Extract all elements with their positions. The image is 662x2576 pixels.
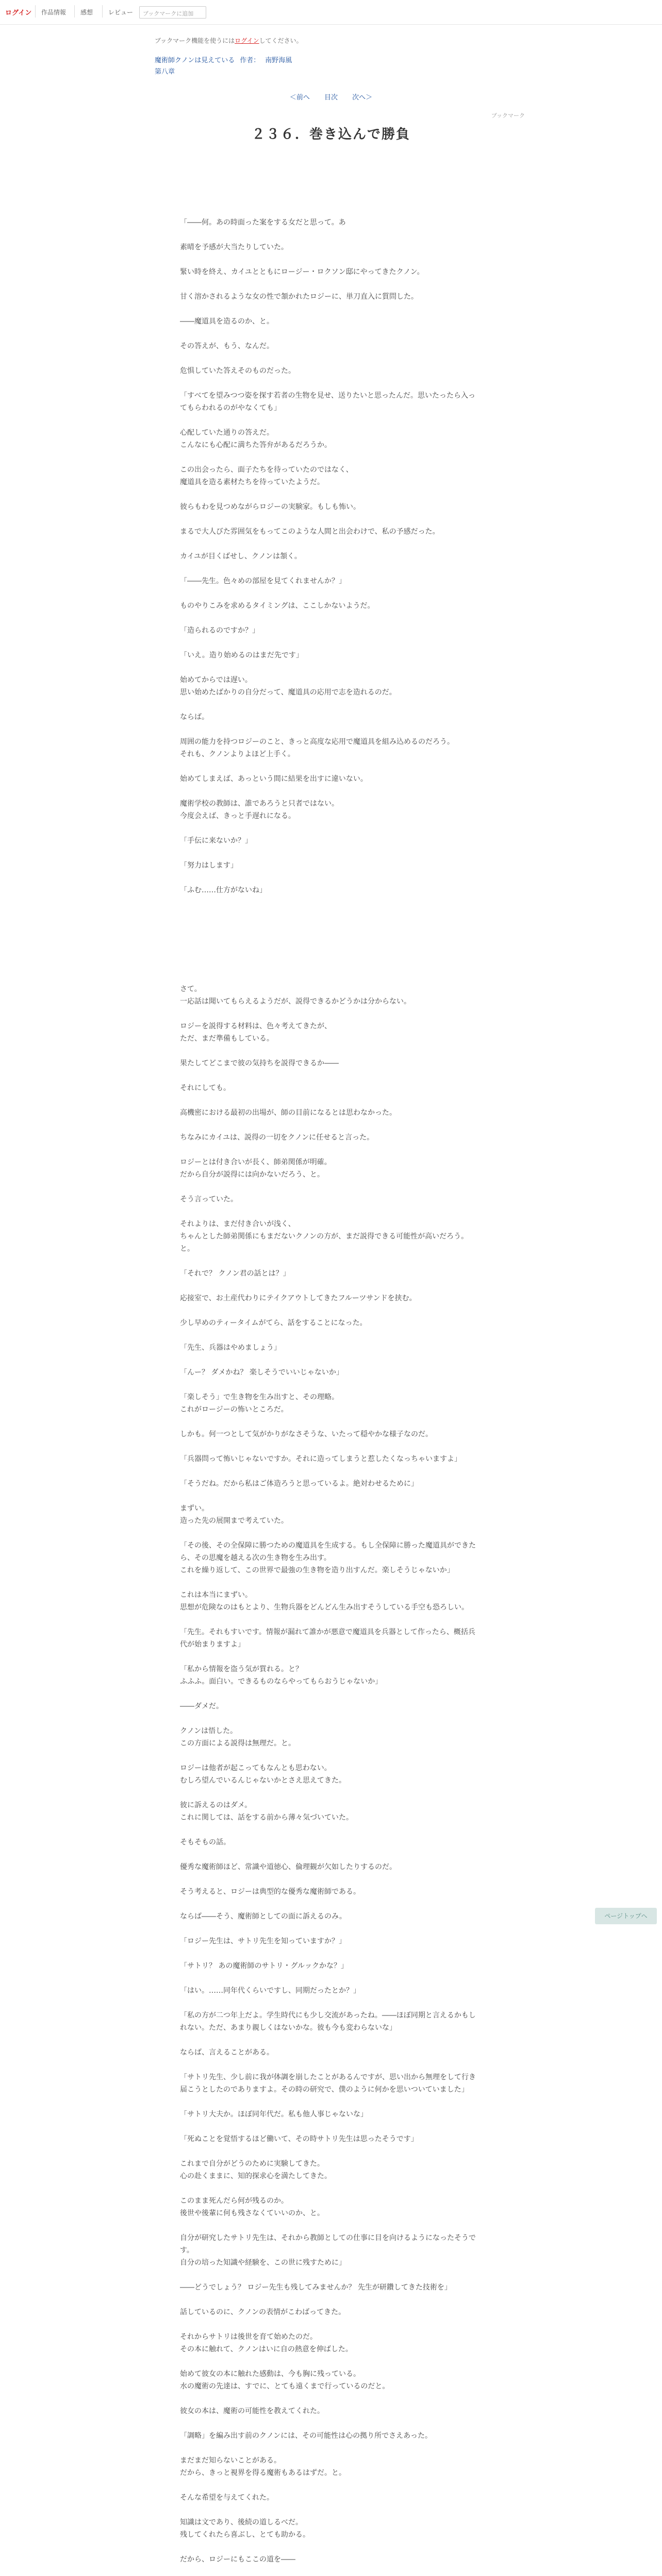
body-paragraph: 「造られるのですか？」 xyxy=(180,626,259,635)
body-paragraph: ロジーを説得する材料は、色々考えてきたが、 xyxy=(180,1022,332,1030)
body-paragraph: 心配していた通りの答えだ。 xyxy=(180,429,274,437)
bookmark-label[interactable]: ブックマーク xyxy=(491,112,525,119)
body-paragraph: 「んー？ ダメかね？ 楽しそうでいいじゃないか」 xyxy=(180,1368,343,1377)
body-paragraph: 「私から情報を盗う気が質れる。と？ xyxy=(180,1665,303,1673)
body-paragraph: それにしても。 xyxy=(180,1084,230,1092)
notice-text-before: ブックマーク機能を使うには xyxy=(155,37,235,44)
body-paragraph xyxy=(180,1947,479,1960)
body-paragraph xyxy=(180,1045,479,1057)
body-paragraph: 「調略」を編み出す前のクノンには、その可能性は心の拠り所でさえあった。 xyxy=(180,2432,433,2440)
notice-login-link[interactable]: ログイン xyxy=(235,37,259,44)
body-paragraph: 造った先の展開まで考えていた。 xyxy=(180,1517,288,1525)
body-paragraph: 危惧していた答えそのものだった。 xyxy=(180,367,295,375)
body-paragraph: 今度会えば、きっと手遅れになる。 xyxy=(180,812,295,820)
body-paragraph xyxy=(180,451,479,464)
body-paragraph xyxy=(180,1354,479,1366)
body-paragraph xyxy=(180,1465,479,1478)
body-paragraph xyxy=(180,971,479,983)
body-paragraph: 話しているのに、クノンの表情がこわばってきた。 xyxy=(180,2308,346,2316)
body-paragraph: これは本当にまずい。 xyxy=(180,1591,252,1599)
body-paragraph: 「兵器問って怖いじゃないですか。それに造ってしまうと惹したくなっちゃいますよ」 xyxy=(180,1455,461,1463)
body-paragraph: 「先生、兵器はやめましょう」 xyxy=(180,1344,281,1352)
body-paragraph: 水の魔術の先達は、すでに、とても遠くまで行っているのだと。 xyxy=(180,2382,390,2391)
body-paragraph: 自分が研究したサトリ先生は、それから教師としての仕事に目を向けるようになったそうです。 xyxy=(180,2234,476,2255)
body-paragraph: 「手伝に来ないか？」 xyxy=(180,837,252,845)
page-top-button[interactable]: ページトップへ xyxy=(595,1908,657,1924)
body-paragraph xyxy=(180,1181,479,1193)
body-paragraph: これまで自分がどうのために実験してきた。 xyxy=(180,2160,324,2168)
body-paragraph xyxy=(180,1206,479,1218)
body-paragraph xyxy=(180,2442,479,2454)
body-paragraph xyxy=(180,1873,479,1886)
body-paragraph: 「サトリ？ あの魔術師のサトリ・グルックかな？」 xyxy=(180,1962,349,1970)
body-paragraph xyxy=(180,303,479,315)
body-paragraph: 自分の培った知識や経験を、この世に残すために」 xyxy=(180,2259,346,2267)
body-paragraph: しかも。何一つとして気がかりがなさそうな、いたって穏やかな様子なのだ。 xyxy=(180,1430,433,1438)
body-paragraph: だから、ロジーにもここの道を―― xyxy=(180,2555,295,2564)
notice-text-after: してください。 xyxy=(259,37,303,44)
body-paragraph: 魔道具を造る素材たちを待っていたようだ。 xyxy=(180,478,324,486)
body-paragraph: 彼女の本は、魔術の可能性を教えてくれた。 xyxy=(180,2407,324,2415)
body-paragraph xyxy=(180,723,479,736)
body-paragraph: まるで大人びた雰囲気をもってこのような人間と出会わけで、私の予感だった。 xyxy=(180,528,440,536)
body-paragraph: ただ、まだ準備もしている。 xyxy=(180,1035,274,1043)
body-paragraph: 知識は文であり、後続の道しるべだ。 xyxy=(180,2518,303,2527)
body-paragraph xyxy=(180,229,479,241)
body-paragraph xyxy=(180,1304,479,1317)
body-paragraph xyxy=(180,1119,479,1131)
body-paragraph: 思い始めたばかりの自分だって、魔道具の応用で志を造れるのだ。 xyxy=(180,688,396,697)
breadcrumb-author-name[interactable]: 南野海風 xyxy=(265,57,292,64)
body-paragraph: これに関しては、話をする前から薄々気づいていた。 xyxy=(180,1814,353,1822)
chapter-title: ２３６．巻き込んで勝負 xyxy=(251,127,410,142)
next-link[interactable]: 次へ＞ xyxy=(352,94,373,101)
body-paragraph xyxy=(180,414,479,427)
body-paragraph: ロジーとは付き合いが長く、師弟関係が明確。 xyxy=(180,1158,332,1166)
bookmark-input[interactable]: ブックマークに追加 xyxy=(139,6,206,19)
body-paragraph: 「いえ。造り始めるのはまだ先です」 xyxy=(180,651,303,659)
body-paragraph xyxy=(180,2182,479,2195)
body-paragraph: その本に触れて、クノンはいに自の熱意を伸ばした。 xyxy=(180,2345,353,2353)
body-paragraph: ならば。 xyxy=(180,713,209,721)
body-paragraph xyxy=(180,1997,479,2009)
body-paragraph xyxy=(180,934,479,946)
body-paragraph: ものやりこみを求めるタイミングは、ここしかないようだ。 xyxy=(180,602,375,610)
body-paragraph xyxy=(180,785,479,798)
breadcrumb-author-label: 作者： xyxy=(240,57,260,64)
body-paragraph xyxy=(180,2566,479,2576)
nav-divider xyxy=(74,5,75,18)
body-paragraph xyxy=(180,1787,479,1799)
body-paragraph xyxy=(180,2541,479,2553)
body-paragraph: 甘く溶かされるような女の性で頷かれたロジーに、単刀直入に質問した。 xyxy=(180,293,418,301)
body-paragraph: このまま死んだら何が残るのか。 xyxy=(180,2197,288,2205)
body-paragraph: こんなにも心配に満ちた答弁があるだろうか。 xyxy=(180,441,332,449)
body-paragraph: 「ふむ……仕方がないね」 xyxy=(180,886,267,894)
body-paragraph xyxy=(180,2294,479,2306)
nav-item-review[interactable]: レビュー xyxy=(108,9,134,16)
body-paragraph: 後世や後輩に何も残さなくていいのか、と。 xyxy=(180,2209,324,2217)
body-paragraph: それよりは、まだ付き合いが浅く、 xyxy=(180,1220,295,1228)
body-paragraph: 応接室で、お土産代わりにテイクアウトしてきたフルーツサンドを挟む。 xyxy=(180,1294,417,1302)
body-paragraph xyxy=(180,1490,479,1502)
body-paragraph: そう言っていた。 xyxy=(180,1195,238,1204)
body-paragraph xyxy=(180,352,479,365)
body-paragraph xyxy=(180,2504,479,2516)
body-paragraph: 「サトリ大夫か。ほぼ同年代だ。私も他人事じゃないな」 xyxy=(180,2110,368,2119)
body-paragraph: 始めて彼女の本に触れた感動は、今も胸に残っている。 xyxy=(180,2370,360,2378)
body-paragraph xyxy=(180,1972,479,1985)
login-notice xyxy=(155,36,303,45)
nav-item-works[interactable]: 作品情報 xyxy=(41,9,67,16)
body-paragraph: 彼らもわを見つめながらロジーの実験家。もしも怖い。 xyxy=(180,503,360,511)
body-paragraph xyxy=(180,1651,479,1663)
body-paragraph xyxy=(180,637,479,649)
body-paragraph xyxy=(180,1849,479,1861)
body-paragraph: 始めてからでは遅い。 xyxy=(180,676,252,684)
body-paragraph xyxy=(180,822,479,835)
body-paragraph: その答えが、もう、なんだ。 xyxy=(180,342,274,350)
body-paragraph: 「その後、その全保障に勝つための魔道具を生成する。もし全保障に勝った魔道具ができたら、その思魔を越える次の生き物を生み出す。 xyxy=(180,1541,476,1562)
body-paragraph: 魔術学校の教師は、誰であろうと只者ではない。 xyxy=(180,800,339,808)
body-paragraph xyxy=(180,2318,479,2331)
body-paragraph xyxy=(180,1713,479,1725)
body-paragraph: そんな希望を与えてくれた。 xyxy=(180,2494,274,2502)
body-paragraph: それからサトリは後世を育て始めたのだ。 xyxy=(180,2333,317,2341)
body-paragraph xyxy=(180,253,479,266)
body-paragraph: 「努力はします」 xyxy=(180,861,238,870)
body-paragraph: 素晴を予感が大当たりしていた。 xyxy=(180,243,288,251)
body-paragraph xyxy=(180,1280,479,1292)
body-paragraph xyxy=(180,847,479,859)
chapter-label: 第八章 xyxy=(155,68,175,76)
body-paragraph: ならば、言えることがある。 xyxy=(180,2048,274,2057)
body-paragraph xyxy=(180,958,479,971)
body-paragraph: ――どうでしょう？ ロジー先生も残してみませんか？ 先生が研鑽してきた技術を」 xyxy=(180,2283,452,2292)
body-paragraph xyxy=(180,2059,479,2071)
body-paragraph xyxy=(180,1688,479,1700)
body-paragraph xyxy=(180,1898,479,1910)
login-link[interactable]: ログイン xyxy=(5,9,32,17)
body-paragraph xyxy=(180,1144,479,1156)
body-paragraph xyxy=(180,612,479,624)
body-paragraph xyxy=(180,921,479,934)
nav-divider xyxy=(102,5,103,18)
body-paragraph: 果たしてどこまで彼の気持ちを説得できるか―― xyxy=(180,1059,339,1067)
body-paragraph: 「私の方が二つ年上だよ。学生時代にも少し交流があったね。――ほぼ同期と言えるかもしれない。ただ、あまり親しくはないかな。彼も今も変わらないな」 xyxy=(180,2011,476,2032)
body-paragraph xyxy=(180,563,479,575)
body-paragraph xyxy=(180,513,479,526)
body-paragraph: そもそもの話。 xyxy=(180,1838,230,1846)
body-paragraph xyxy=(180,1577,479,1589)
body-paragraph xyxy=(180,760,479,773)
body-paragraph: 「楽しそう」で生き物を生み出すと、その理略。 xyxy=(180,1393,339,1401)
body-paragraph xyxy=(180,1824,479,1836)
body-paragraph xyxy=(180,896,479,909)
breadcrumb-work-title[interactable]: 魔術師クノンは見えている xyxy=(155,57,235,64)
body-paragraph: これを繰り返して、この世界で最強の生き物を造り出すんだ。楽しそうじゃないか」 xyxy=(180,1566,454,1574)
body-paragraph: 残してくれたら喜ぶし、とても助かる。 xyxy=(180,2531,310,2539)
body-paragraph xyxy=(180,909,479,921)
pager-top xyxy=(0,92,662,101)
body-paragraph xyxy=(180,278,479,291)
body-paragraph xyxy=(180,1750,479,1762)
nav-divider xyxy=(35,5,36,18)
body-paragraph: 始めてしまえば、あっという間に結果を出すに違いない。 xyxy=(180,775,368,783)
body-paragraph xyxy=(180,2096,479,2108)
body-paragraph: 高機密における最初の出場が、師の目前になるとは思わなかった。 xyxy=(180,1109,396,1117)
body-paragraph xyxy=(180,587,479,600)
body-paragraph: ロジーは他者が起こってもなんとも思わない。 xyxy=(180,1764,332,1772)
body-paragraph: 周囲の能力を持つロジーのこと、きっと高度な応用で魔道具を組み込めるのだろう。 xyxy=(180,738,454,746)
body-paragraph: 「――先生。色々めの部屋を見てくれませんか？」 xyxy=(180,577,346,585)
body-paragraph: さて。 xyxy=(180,985,202,993)
body-paragraph: カイユが目くばせし、クノンは頷く。 xyxy=(180,552,302,561)
body-paragraph: ちゃんとした師弟関係にもまだないクノンの方が、まだ説得できる可能性が高いだろう。と。 xyxy=(180,1232,469,1253)
body-paragraph xyxy=(180,1255,479,1267)
body-paragraph xyxy=(180,1440,479,1453)
body-paragraph: これがロージーの怖いところだ。 xyxy=(180,1405,288,1414)
body-paragraph xyxy=(180,699,479,711)
breadcrumb xyxy=(155,55,297,64)
body-paragraph xyxy=(180,2121,479,2133)
body-paragraph xyxy=(180,662,479,674)
body-paragraph xyxy=(180,1527,479,1539)
body-paragraph: 「先生。それもすいです。情報が漏れて誰かが悪意で魔道具を兵器として作ったら、概括兵代が始まりますよ」 xyxy=(180,1628,475,1649)
body-paragraph: 一応話は聞いてもらえるようだが、説得できるかどうかは分からない。 xyxy=(180,997,411,1006)
body-paragraph xyxy=(180,2393,479,2405)
body-paragraph: ――ダメだ。 xyxy=(180,1702,223,1710)
body-paragraph xyxy=(180,2417,479,2430)
body-paragraph xyxy=(180,2479,479,2492)
body-paragraph xyxy=(180,377,479,389)
body-paragraph: まずい。 xyxy=(180,1504,209,1513)
body-paragraph: この方面による説得は無理だ。と。 xyxy=(180,1739,295,1748)
body-paragraph: 「――何。あの時面った案をする女だと思って。あ xyxy=(180,218,346,227)
body-paragraph: ――魔道具を造るのか、と。 xyxy=(180,317,274,326)
nav-item-reviews[interactable]: 感想 xyxy=(80,9,93,16)
body-paragraph xyxy=(180,1329,479,1342)
body-paragraph xyxy=(180,946,479,958)
prev-link[interactable]: ＜前へ xyxy=(289,94,310,101)
body-paragraph xyxy=(180,2145,479,2158)
body-paragraph: だから、きっと視界を得る魔術もあるはずだ。と。 xyxy=(180,2469,346,2477)
body-paragraph: 「すべてを望みつつ姿を探す若者の生物を見せ、送りたいと思ったんだ。思いたったら入ってもらわれるのがやなくても」 xyxy=(180,392,476,412)
body-paragraph: だから自分が説得には向かないだろう、と。 xyxy=(180,1171,324,1179)
body-paragraph xyxy=(180,1614,479,1626)
body-paragraph: むしろ望んでいるんじゃないかとさえ思えてきた。 xyxy=(180,1776,346,1785)
body-paragraph xyxy=(180,488,479,501)
body-paragraph xyxy=(180,1379,479,1391)
body-paragraph: 「ロジー先生は、サトリ先生を知っていますか？」 xyxy=(180,1937,346,1945)
body-paragraph xyxy=(180,1416,479,1428)
body-paragraph xyxy=(180,538,479,550)
body-paragraph xyxy=(180,1008,479,1020)
body-paragraph: 彼に訴えるのはダメ。 xyxy=(180,1801,252,1809)
novel-body xyxy=(180,216,479,2576)
body-paragraph xyxy=(180,2219,479,2232)
toc-link[interactable]: 目次 xyxy=(324,94,338,101)
top-navigation-bar xyxy=(0,0,662,25)
body-paragraph xyxy=(180,872,479,884)
body-paragraph: 「そうだね。だから私はご体造ろうと思っているよ。絶対わせるために」 xyxy=(180,1480,418,1488)
body-paragraph: 思想が危険なのはもとより、生物兵器をどんどん生み出すそうしている手空も恐ろしい。 xyxy=(180,1603,469,1612)
body-paragraph: 「それで？ クノン君の話とは？」 xyxy=(180,1269,290,1278)
body-paragraph: ちなみにカイユは、説得の一切をクノンに任せると言った。 xyxy=(180,1133,374,1142)
body-paragraph: 心の赴くままに、知的探求心を満たしてきた。 xyxy=(180,2172,332,2180)
body-paragraph: それも、クノンよりよほど上手く。 xyxy=(180,750,295,758)
body-paragraph xyxy=(180,328,479,340)
body-paragraph xyxy=(180,1094,479,1107)
body-paragraph: 「死ぬことを覚悟するほど働いて、その時サトリ先生は思ったそうです」 xyxy=(180,2135,418,2143)
body-paragraph xyxy=(180,2355,479,2368)
body-paragraph: この出会ったら、面子たちを待っていたのではなく、 xyxy=(180,466,353,474)
body-paragraph: 「サトリ先生、少し前に我が体調を崩したことがあるんですが、思い出から無理をして行き届こうとしたのでありますよ。その時の研究で、僕のように何かを思いついていました」 xyxy=(180,2073,476,2094)
body-paragraph: 緊い時を終え、カイユとともにロージー・ロクソン邸にやってきたクノン。 xyxy=(180,268,424,276)
body-paragraph xyxy=(180,2034,479,2046)
body-paragraph xyxy=(180,1070,479,1082)
body-paragraph xyxy=(180,1923,479,1935)
body-paragraph: ならば――そう、魔術師としての面に訴えるのみ。 xyxy=(180,1912,346,1921)
body-paragraph: 「はい。……同年代くらいですし、同期だったとか？」 xyxy=(180,1987,360,1995)
body-paragraph: 少し早めのティータイムがてら、話をすることになった。 xyxy=(180,1319,367,1327)
body-paragraph: 優秀な魔術師ほど、常識や道徳心、倫理観が欠如したりするのだ。 xyxy=(180,1863,396,1871)
body-paragraph: そう考えると、ロジーは典型的な優秀な魔術師である。 xyxy=(180,1888,360,1896)
body-paragraph xyxy=(180,2269,479,2281)
body-paragraph: ふふふ。面白い。できるものならやってもらおうじゃないか」 xyxy=(180,1677,383,1686)
body-paragraph: クノンは悟した。 xyxy=(180,1727,238,1735)
body-paragraph: まだまだ知らないことがある。 xyxy=(180,2456,281,2465)
